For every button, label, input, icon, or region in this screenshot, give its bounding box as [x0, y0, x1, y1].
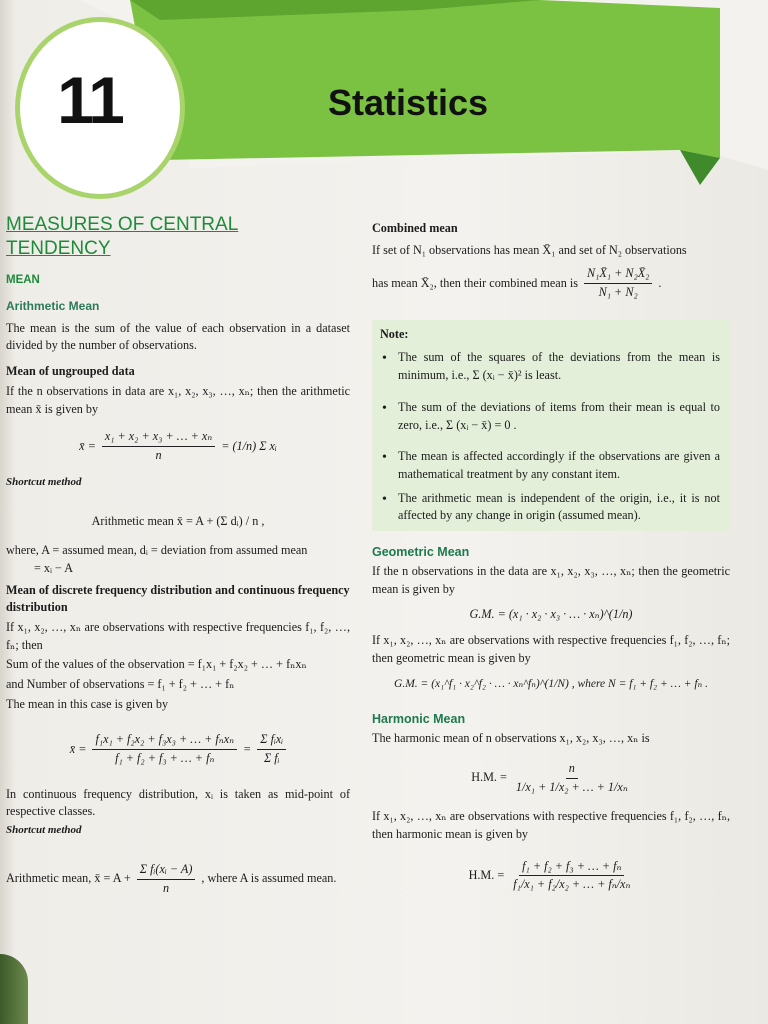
- discrete-sigma-fraction: [257, 731, 286, 767]
- shortcut2-numerator: Σ fᵢ(xᵢ − A): [137, 861, 196, 880]
- ungrouped-formula-lhs: x̄ =: [79, 438, 96, 453]
- left-column: [6, 212, 350, 907]
- harmonic2-denominator: f₁/x₁ + f₂/x₂ + … + fₙ/xₙ: [513, 877, 631, 892]
- note-heading: Note:: [380, 326, 409, 341]
- discrete-numerator: f₁x₁ + f₂x₂ + f₃x₃ + … + fₙxₙ: [92, 731, 237, 750]
- note-box: [372, 320, 730, 531]
- shortcut2-tail: , where A is assumed mean.: [201, 871, 337, 886]
- discrete-text-2: Sum of the values of the observation = f₁x₁ + f₂x₂ + … + fₙxₙ: [6, 657, 307, 672]
- discrete-denominator: f₁ + f₂ + f₃ + … + fₙ: [115, 751, 215, 766]
- section-heading-line2: TENDENCY: [6, 237, 111, 259]
- discrete-sigma-denominator: Σ fᵢ: [263, 751, 280, 766]
- harmonic-lhs: H.M. =: [471, 770, 507, 785]
- combined-period: .: [658, 275, 662, 290]
- section-heading-line1: MEASURES OF CENTRAL: [6, 214, 239, 235]
- ungrouped-formula-rhs: = (1/n) Σ xᵢ: [221, 438, 277, 453]
- continuous-text: In continuous frequency distribution, xᵢ is taken as mid-point of respective classes.: [6, 786, 350, 819]
- note-item-4: • The arithmetic mean is independent of the origin, i.e., it is not affected by any change in origin (assumed mean).: [380, 490, 720, 525]
- harmonic-formula-2: [372, 858, 730, 894]
- ungrouped-formula: [6, 428, 350, 464]
- shortcut-where-2: = xᵢ − A: [34, 560, 74, 575]
- discrete-text-4: The mean in this case is given by: [6, 696, 169, 711]
- ungrouped-fraction: [102, 428, 215, 464]
- harmonic2-numerator: f₁ + f₂ + f₃ + … + fₙ: [519, 858, 624, 877]
- combined-formula: [372, 265, 730, 301]
- page-binding-edge: [0, 954, 28, 1024]
- discrete-heading: Mean of discrete frequency distribution and continuous frequency distribution: [6, 582, 350, 615]
- harmonic-text: The harmonic mean of n observations x₁, x₂, x₃, …, xₙ is: [372, 731, 650, 746]
- shortcut-where: where, A = assumed mean, dᵢ = deviation from assumed mean: [6, 543, 308, 558]
- harmonic-formula: [372, 760, 730, 796]
- ungrouped-heading: Mean of ungrouped data: [6, 364, 135, 379]
- mean-heading: MEAN: [6, 273, 40, 286]
- harmonic-text-2: If x₁, x₂, …, xₙ are observations with respective frequencies f₁, f₂, …, fₙ, then harmonic mean is given by: [372, 809, 730, 842]
- harmonic-numerator: n: [566, 760, 578, 779]
- shortcut2-heading: Shortcut method: [6, 824, 82, 837]
- combined-denominator: N₁ + N₂: [598, 285, 638, 300]
- mean-definition: The mean is the sum of the value of each observation in a dataset divided by the number of observations.: [6, 320, 350, 353]
- shortcut2-formula: [6, 861, 350, 897]
- right-column: [372, 212, 730, 904]
- combined-fraction: [584, 265, 652, 301]
- shortcut2-lhs: Arithmetic mean, x̄ = A +: [6, 871, 131, 886]
- arithmetic-mean-heading: Arithmetic Mean: [6, 299, 100, 314]
- ungrouped-denominator: n: [155, 447, 162, 462]
- geometric-mean-heading: Geometric Mean: [372, 544, 470, 559]
- harmonic2-fraction: [510, 858, 633, 894]
- combined-numerator: N₁X̄₁ + N₂X̄₂: [584, 265, 652, 284]
- geometric-text: If the n observations in the data are x₁, x₂, x₃, …, xₙ; then the geometric mean is given by: [372, 564, 730, 596]
- combined-text-1: If set of N₁ observations has mean X̄₁ and set of N₂ observations: [372, 242, 687, 257]
- note-item-2: • The sum of the deviations of items from their mean is equal to zero, i.e., Σ (xᵢ − x̄) = 0 .: [380, 399, 720, 434]
- harmonic-fraction: [513, 760, 631, 796]
- ungrouped-text: If the n observations in data are x₁, x₂, x₃, …, xₙ; then the arithmetic mean x̄ is given by: [6, 383, 350, 416]
- shortcut-formula: Arithmetic mean x̄ = A + (Σ dᵢ) / n ,: [91, 513, 265, 528]
- discrete-formula-lhs: x̄ =: [69, 741, 87, 756]
- note-item-1: • The sum of the squares of the deviations from the mean is minimum, i.e., Σ (xᵢ − x̄)² is least.: [380, 349, 720, 384]
- geometric-formula-1: G.M. = (x₁ · x₂ · x₃ · … · xₙ)^(1/n): [469, 607, 633, 622]
- discrete-text-1: If x₁, x₂, …, xₙ are observations with respective frequencies f₁, f₂, …, fₙ; then: [6, 619, 350, 652]
- ungrouped-numerator: x₁ + x₂ + x₃ + … + xₙ: [102, 428, 215, 447]
- note-item-3: • The mean is affected accordingly if the observations are given a mathematical treatment by any constant item.: [380, 448, 720, 483]
- combined-heading: Combined mean: [372, 221, 458, 235]
- note-list: [380, 349, 720, 525]
- harmonic2-lhs: H.M. =: [468, 868, 505, 883]
- chapter-title: Statistics: [328, 82, 489, 123]
- discrete-sigma-numerator: Σ fᵢxᵢ: [257, 731, 286, 750]
- discrete-equals: =: [243, 741, 252, 756]
- discrete-text-3: and Number of observations = f₁ + f₂ + … + fₙ: [6, 677, 235, 691]
- harmonic-mean-heading: Harmonic Mean: [372, 712, 466, 727]
- geometric-text-2: If x₁, x₂, …, xₙ are observations with respective frequencies f₁, f₂, …, fₙ; then geometric mean is given by: [372, 633, 730, 665]
- chapter-number: 11: [57, 63, 123, 137]
- shortcut2-fraction: [137, 861, 196, 897]
- discrete-fraction: [92, 731, 237, 767]
- shortcut-heading: Shortcut method: [6, 475, 82, 488]
- harmonic-denominator: 1/x₁ + 1/x₂ + … + 1/xₙ: [515, 779, 628, 794]
- discrete-formula: [6, 731, 350, 767]
- combined-text-2: has mean X̄₂, then their combined mean is: [372, 275, 578, 290]
- shortcut2-denominator: n: [163, 880, 170, 895]
- geometric-formula-2: G.M. = (x₁^f₁ · x₂^f₂ · … · xₙ^fₙ)^(1/N) , where N = f₁ + f₂ + … + fₙ .: [394, 677, 708, 690]
